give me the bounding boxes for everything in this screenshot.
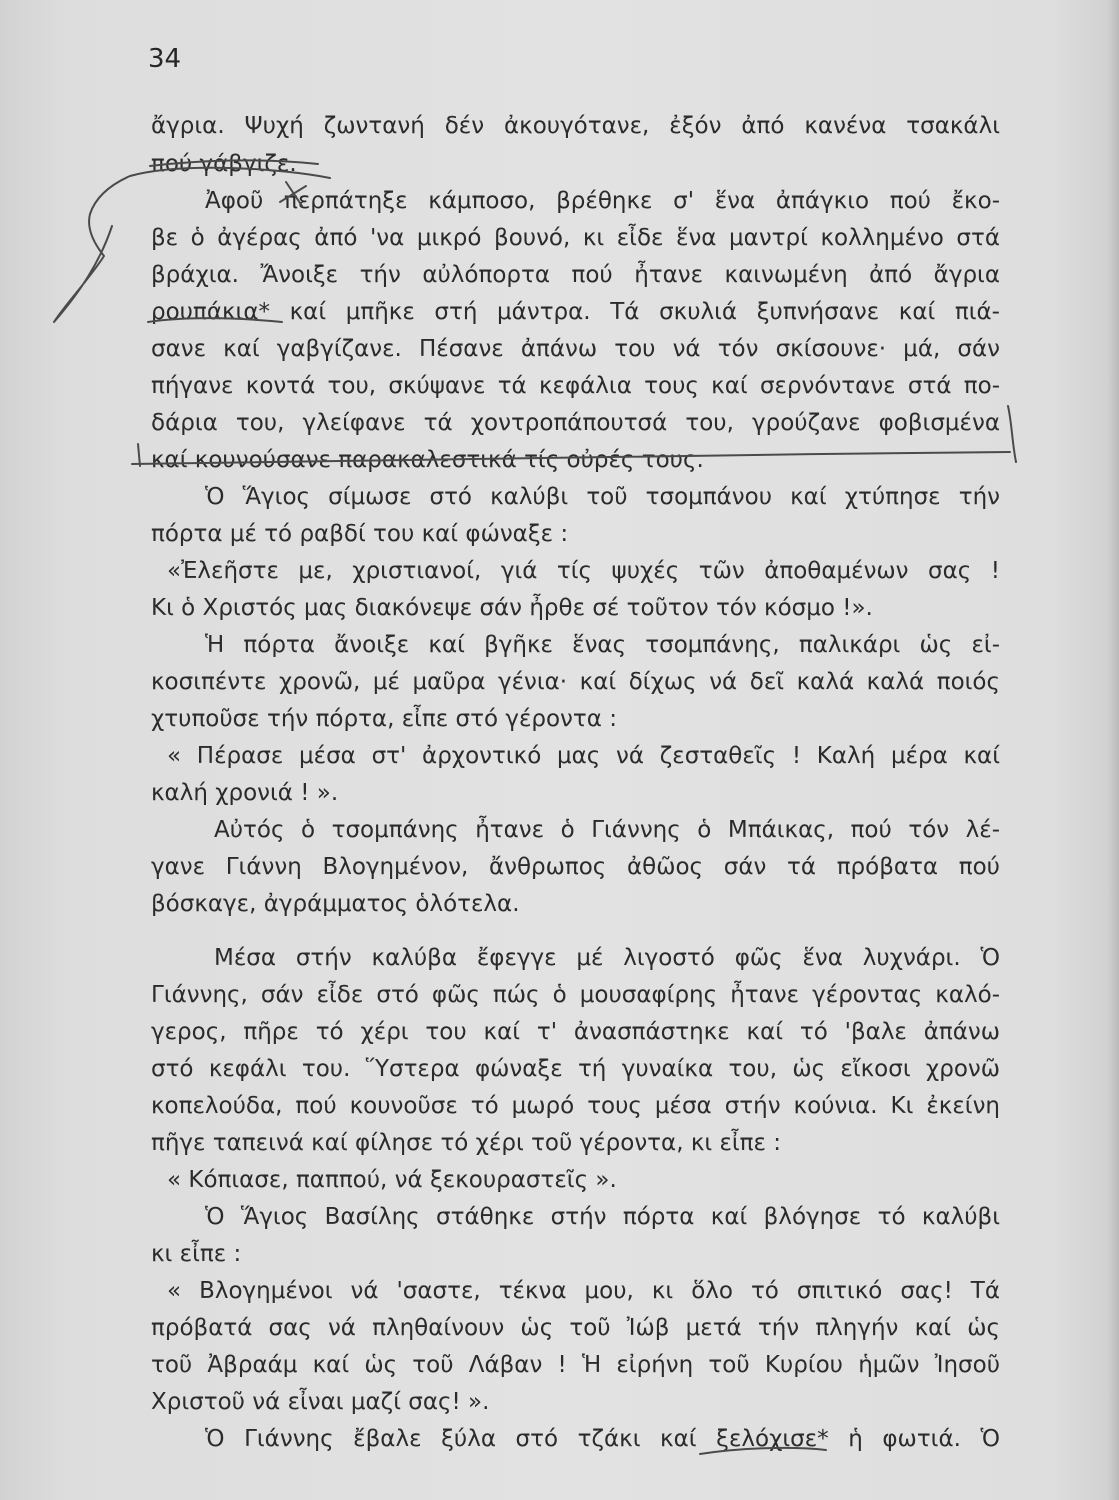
text-line: Ὁ Ἅγιος σίμωσε στό καλύβι τοῦ τσομπάνου καί χτύπησε τήν bbox=[205, 484, 1000, 510]
text-line: Ὁ Ἅγιος Βασίλης στάθηκε στήν πόρτα καί βλόγησε τό καλύβι bbox=[205, 1204, 1000, 1230]
text-line: βόσκαγε, ἀγράμματος ὁλότελα. bbox=[151, 891, 520, 917]
text-line: «Ἐλεῆστε με, χριστιανοί, γιά τίς ψυχές τῶν ἀποθαμένων σας ! bbox=[167, 558, 1000, 584]
text-line: πρόβατά σας νά πληθαίνουν ὡς τοῦ Ἰώβ μετά τήν πληγήν καί ὡς bbox=[151, 1315, 1000, 1341]
text-line: πήγανε κοντά του, σκύψανε τά κεφάλια τους καί σερνόντανε στά πο- bbox=[151, 373, 1000, 399]
text-line: καί κουνούσανε παρακαλεστικά τίς οὐρές τους. bbox=[151, 447, 704, 473]
text-line: « Κόπιασε, παππού, νά ξεκουραστεῖς ». bbox=[167, 1167, 617, 1193]
text-line: κοπελούδα, πού κουνοῦσε τό μωρό τους μέσα στήν κούνια. Κι ἐκείνη bbox=[151, 1093, 1000, 1119]
text-line: βράχια. Ἄνοιξε τήν αὐλόπορτα πού ἦτανε καινωμένη ἀπό ἄγρια bbox=[151, 262, 1000, 288]
text-line: γανε Γιάννη Βλογημένον, ἄνθρωπος ἀθῶος σάν τά πρόβατα πού bbox=[151, 854, 1000, 880]
text-line: ἄγρια. Ψυχή ζωντανή δέν ἀκουγότανε, ἐξόν ἀπό κανένα τσακάλι bbox=[151, 113, 1000, 139]
text-line: πῆγε ταπεινά καί φίλησε τό χέρι τοῦ γέροντα, κι εἶπε : bbox=[151, 1130, 782, 1156]
text-line: « Πέρασε μέσα στ' ἀρχοντικό μας νά ζεσταθεῖς ! Καλή μέρα καί bbox=[167, 743, 1000, 769]
page-number: 34 bbox=[148, 44, 182, 74]
text-line: κι εἶπε : bbox=[151, 1241, 242, 1267]
text-line: δάρια του, γλείφανε τά χοντροπάπουτσά του, γρούζανε φοβισμένα bbox=[151, 410, 1000, 436]
text-line: σανε καί γαβγίζανε. Πέσανε ἀπάνω του νά τόν σκίσουνε· μά, σάν bbox=[151, 336, 1000, 362]
text-line: Χριστοῦ νά εἶναι μαζί σας! ». bbox=[151, 1389, 490, 1415]
text-line: « Βλογημένοι νά 'σαστε, τέκνα μου, κι ὅλο τό σπιτικό σας! Τά bbox=[167, 1278, 1000, 1304]
text-line: γερος, πῆρε τό χέρι του καί τ' ἀνασπάστηκε καί τό 'βαλε ἀπάνω bbox=[151, 1019, 1000, 1045]
text-line: πού γάβγιζε. bbox=[151, 151, 297, 177]
text-line: χτυποῦσε τήν πόρτα, εἶπε στό γέροντα : bbox=[151, 706, 617, 732]
text-line: τοῦ Ἀβραάμ καί ὡς τοῦ Λάβαν ! Ἡ εἰρήνη τοῦ Κυρίου ἡμῶν Ἰησοῦ bbox=[151, 1352, 1000, 1378]
text-line: Γιάννης, σάν εἶδε στό φῶς πώς ὁ μουσαφίρης ἦτανε γέροντας καλό- bbox=[151, 982, 1000, 1008]
text-line: Ἀφοῦ περπάτηξε κάμποσο, βρέθηκε σ' ἕνα ἀπάγκιο πού ἔκο- bbox=[205, 188, 1000, 214]
text-line: καλή χρονιά ! ». bbox=[151, 780, 339, 806]
text-line: Μέσα στήν καλύβα ἔφεγγε μέ λιγοστό φῶς ἕνα λυχνάρι. Ὁ bbox=[214, 945, 1000, 971]
text-line: Αὐτός ὁ τσομπάνης ἦτανε ὁ Γιάννης ὁ Μπάικας, πού τόν λέ- bbox=[214, 817, 1000, 843]
text-line: πόρτα μέ τό ραβδί του καί φώναξε : bbox=[151, 521, 569, 547]
text-line: στό κεφάλι του. Ὕστερα φώναξε τή γυναίκα του, ὡς εἴκοσι χρονῶ bbox=[151, 1056, 1000, 1082]
text-line: Κι ὁ Χριστός μας διακόνεψε σάν ἦρθε σέ τοῦτον τόν κόσμο !». bbox=[151, 595, 873, 621]
text-line: Ὁ Γιάννης ἔβαλε ξύλα στό τζάκι καί ξελόχισε* ἡ φωτιά. Ὁ bbox=[205, 1426, 1000, 1452]
text-line: κοσιπέντε χρονῶ, μέ μαῦρα γένια· καί δίχως νά δεῖ καλά καλά ποιός bbox=[151, 669, 1000, 695]
text-line: ρουπάκια* καί μπῆκε στή μάντρα. Τά σκυλιά ξυπνήσανε καί πιά- bbox=[151, 299, 1000, 325]
text-line: Ἡ πόρτα ἄνοιξε καί βγῆκε ἕνας τσομπάνης, παλικάρι ὡς εἰ- bbox=[205, 632, 1000, 658]
text-line: βε ὁ ἀγέρας ἀπό 'να μικρό βουνό, κι εἶδε ἕνα μαντρί κολλημένο στά bbox=[151, 225, 1000, 251]
